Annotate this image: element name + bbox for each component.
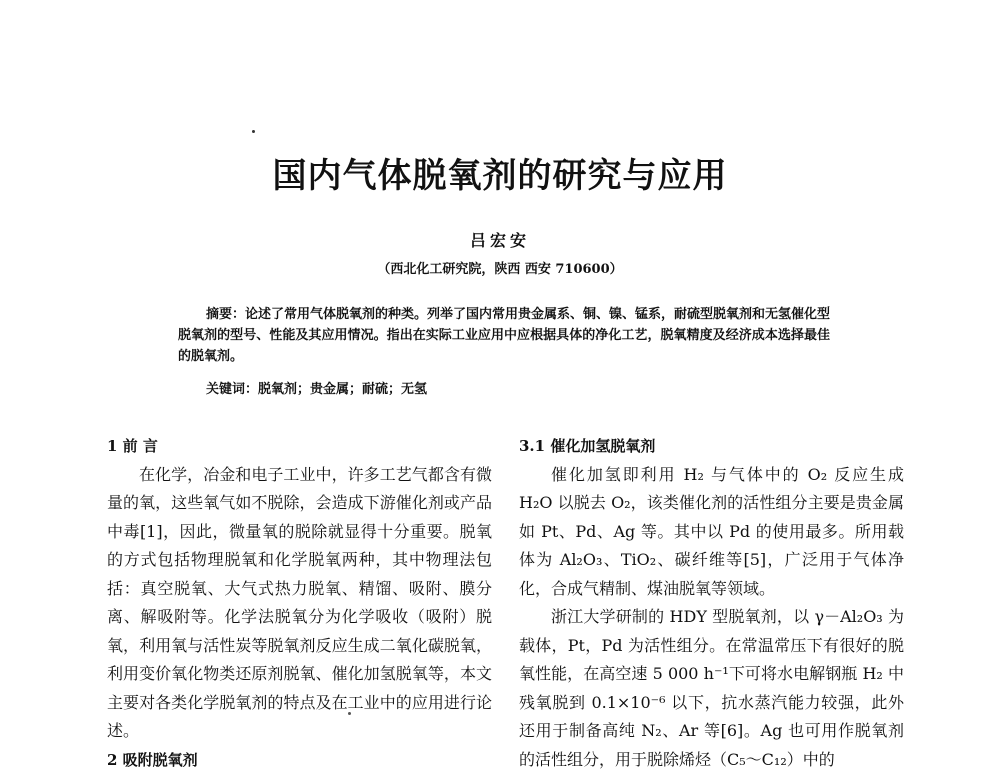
author-affiliation: （西北化工研究院，陕西 西安 710600） [0, 258, 1000, 277]
section-paragraph: 在化学，冶金和电子工业中，许多工艺气都含有微量的氧，这些氧气如不脱除，会造成下游催化剂或产品中毒[1]，因此，微量氧的脱除就显得十分重要。脱氧的方式包括物理脱氧和化学脱氧两种，其中物理法包括：真空脱氧、大气式热力脱氧、精馏、吸附、膜分离、解吸附等。化学法脱氧分为化学吸收（吸附）脱氧，利用氧与活性炭等脱氧剂反应生成二氧化碳脱氧，利用变价氧化物类还原剂脱氧、催化加氢脱氧等，本文主要对各类化学脱氧剂的特点及在工业中的应用进行论述。 [107, 461, 492, 746]
subsection-heading: 3.1 催化加氢脱氧剂 [519, 432, 904, 461]
abstract: 摘要：论述了常用气体脱氧剂的种类。列举了国内常用贵金属系、铜、镍、锰系，耐硫型脱氧剂和无氢催化型脱氧剂的型号、性能及其应用情况。指出在实际工业应用中应根据具体的净化工艺，脱氧精度及经济成本选择最佳的脱氧剂。 [178, 304, 830, 367]
right-column [519, 432, 904, 774]
keywords: 关键词：脱氧剂；贵金属；耐硫；无氢 [206, 378, 427, 397]
left-column [107, 432, 492, 774]
paper-title: 国内气体脱氧剂的研究与应用 [0, 148, 1000, 197]
section-paragraph: 浙江大学研制的 HDY 型脱氧剂，以 γ－Al₂O₃ 为载体，Pt，Pd 为活性组分。在常温常压下有很好的脱氧性能，在高空速 5 000 h⁻¹下可将水电解钢瓶 H₂ 中残氧脱到 0.1×10⁻⁶ 以下，抗水蒸汽能力较强，此外还用于制备高纯 N₂、Ar 等[6]。Ag 也可用作脱氧剂的活性组分，用于脱除烯烃（C₅～C₁₂）中的 [519, 603, 904, 774]
author-name: 吕宏安 [0, 228, 1000, 251]
scan-speck [252, 130, 255, 133]
section-heading: 2 吸附脱氧剂 [107, 746, 492, 774]
section-paragraph: 催化加氢即利用 H₂ 与气体中的 O₂ 反应生成 H₂O 以脱去 O₂，该类催化剂的活性组分主要是贵金属如 Pt、Pd、Ag 等。其中以 Pd 的使用最多。所用载体为 Al₂O₃、TiO₂、碳纤维等[5]，广泛用于气体净化，合成气精制、煤油脱氧等领域。 [519, 461, 904, 604]
section-heading: 1 前 言 [107, 432, 492, 461]
